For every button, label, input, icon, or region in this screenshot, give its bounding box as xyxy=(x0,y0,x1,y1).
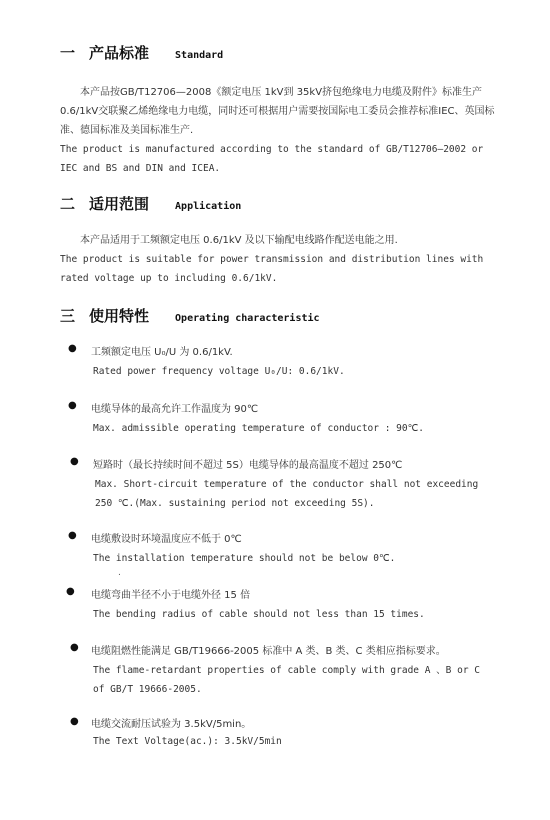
application-paragraph xyxy=(60,231,500,288)
bullet-icon: ● xyxy=(68,400,77,411)
item-text-cn: 电缆阻燃性能满足 GB/T19666-2005 标准中 A 类、B 类、C 类相应指标要求。 xyxy=(91,646,446,657)
item-text-en: Max. Short-circuit temperature of the conductor shall not exceeding 250 ℃.(Max. sustaining period not exceeding 5S). xyxy=(95,479,479,509)
bullet-icon: ● xyxy=(70,642,79,653)
item-text-en: The installation temperature should not be below 0℃. xyxy=(93,553,396,564)
item-text-cn: 电缆弯曲半径不小于电缆外径 15 倍 xyxy=(91,590,251,601)
item-text-cn: 电缆敷设时环境温度应不低于 0℃ xyxy=(91,534,242,545)
section-title-en: Operating characteristic xyxy=(175,313,320,324)
item-text-cn: 电缆交流耐压试验为 3.5kV/5min。 xyxy=(91,719,252,730)
section-number: 二 xyxy=(60,195,76,213)
section-number: 一 xyxy=(60,44,76,62)
item-text-en: Rated power frequency voltage U₀/U: 0.6/1kV. xyxy=(93,366,345,377)
item-text-en: The Text Voltage(ac.): 3.5kV/5min xyxy=(93,736,282,747)
item-text-cn: 短路时（最长持续时间不超过 5S）电缆导体的最高温度不超过 250℃ xyxy=(93,460,403,471)
item-text-en: The flame-retardant properties of cable comply with grade A 、B or C of GB/T 19666-2005. xyxy=(93,665,480,695)
section-heading-application xyxy=(60,193,241,214)
section-title-en: Application xyxy=(175,201,242,212)
item-text-cn: 工频额定电压 U₀/U 为 0.6/1kV. xyxy=(91,347,233,358)
section-title-cn: 适用范围 xyxy=(89,195,150,213)
standard-text-en: The product is manufactured according to the standard of GB/T12706—2002 or IEC and BS and DIN and ICEA. xyxy=(60,144,484,174)
section-title-en: Standard xyxy=(175,50,224,61)
standard-text-cn: 本产品按GB/T12706—2008《额定电压 1kV到 35kV挤包绝缘电力电缆及附件》标准生产 0.6/1kV交联聚乙烯绝缘电力电缆，同时还可根据用户需要按国际电工委员会推荐标准IEC、英国标准、德国标准及美国标准生产. xyxy=(60,87,495,136)
item-text-en: The bending radius of cable should not less than 15 times. xyxy=(93,609,425,620)
application-text-cn: 本产品适用于工频额定电压 0.6/1kV 及以下输配电线路作配送电能之用. xyxy=(80,235,398,246)
standard-paragraph xyxy=(60,83,500,178)
section-heading-operating xyxy=(60,305,320,326)
section-title-cn: 产品标准 xyxy=(89,44,150,62)
item-text-cn: 电缆导体的最高允许工作温度为 90℃ xyxy=(91,404,259,415)
section-title-cn: 使用特性 xyxy=(89,307,150,325)
item-text-en: Max. admissible operating temperature of conductor : 90℃. xyxy=(93,423,424,434)
section-heading-standard xyxy=(60,42,223,63)
bullet-icon: ● xyxy=(66,586,75,597)
bullet-icon: ● xyxy=(70,456,79,467)
stray-mark: . xyxy=(118,568,121,578)
bullet-icon: ● xyxy=(68,343,77,354)
bullet-icon: ● xyxy=(68,530,77,541)
section-number: 三 xyxy=(60,307,76,325)
application-text-en: The product is suitable for power transmission and distribution lines with rated voltage up to including 0.6/1kV. xyxy=(60,254,484,284)
bullet-icon: ● xyxy=(70,716,79,727)
